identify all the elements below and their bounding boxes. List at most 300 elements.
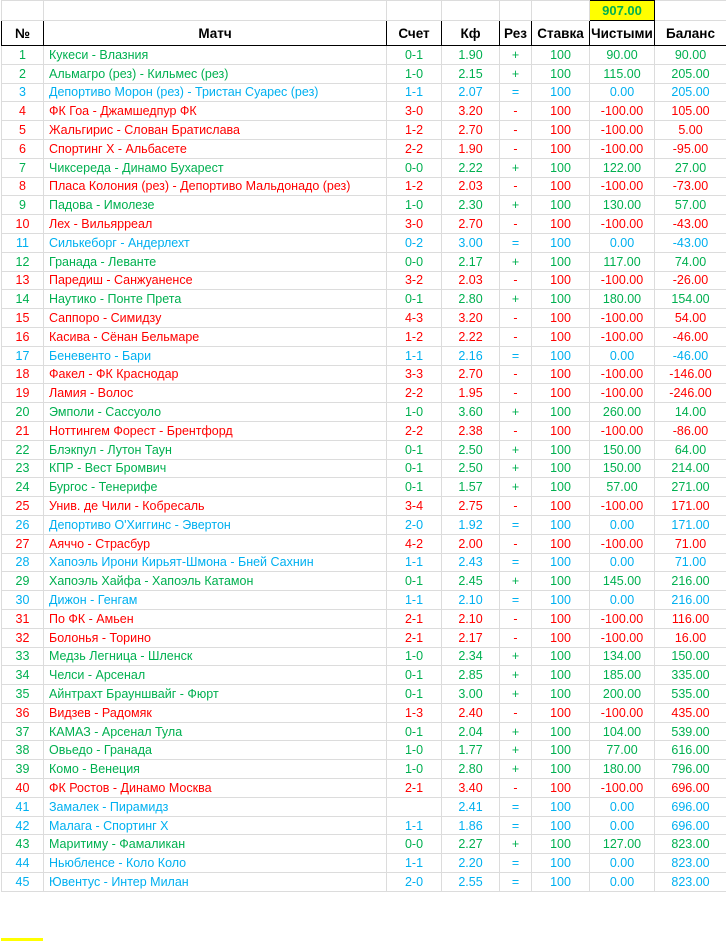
column-header-stake[interactable]: Ставка [532,21,590,46]
column-header-net[interactable]: Чистыми [590,21,655,46]
cell-coef[interactable]: 2.27 [442,835,500,854]
cell-res[interactable]: = [500,553,532,572]
cell-balance[interactable]: 90.00 [655,46,726,65]
cell-net[interactable]: 260.00 [590,403,655,422]
cell-match[interactable]: Кукеси - Влазния [44,46,387,65]
cell-n[interactable]: 6 [2,139,44,158]
cell-coef[interactable]: 2.03 [442,271,500,290]
cell-match[interactable]: Видзев - Радомяк [44,703,387,722]
column-header-match[interactable]: Матч [44,21,387,46]
cell-match[interactable]: Силькеборг - Андерлехт [44,233,387,252]
cell-balance[interactable]: 696.00 [655,816,726,835]
cell-stake[interactable]: 100 [532,384,590,403]
cell-match[interactable]: Овьедо - Гранада [44,741,387,760]
cell-res[interactable]: - [500,609,532,628]
cell-stake[interactable]: 100 [532,102,590,121]
cell-net[interactable]: -100.00 [590,628,655,647]
cell-balance[interactable]: 823.00 [655,873,726,892]
cell-score[interactable]: 1-1 [387,346,442,365]
cell-coef[interactable]: 2.80 [442,760,500,779]
cell-res[interactable]: + [500,647,532,666]
cell-score[interactable]: 1-0 [387,403,442,422]
cell-net[interactable]: 0.00 [590,553,655,572]
cell-net[interactable]: -100.00 [590,271,655,290]
cell-coef[interactable]: 2.10 [442,609,500,628]
cell-match[interactable]: Лех - Вильярреал [44,215,387,234]
cell-balance[interactable]: 71.00 [655,553,726,572]
cell-res[interactable]: = [500,83,532,102]
cell-coef[interactable]: 2.17 [442,252,500,271]
cell-coef[interactable]: 1.77 [442,741,500,760]
cell-score[interactable]: 0-1 [387,46,442,65]
cell-net[interactable]: 0.00 [590,816,655,835]
cell-coef[interactable]: 1.92 [442,515,500,534]
cell-balance[interactable]: 823.00 [655,835,726,854]
cell-net[interactable]: 134.00 [590,647,655,666]
cell-balance[interactable]: 14.00 [655,403,726,422]
cell-res[interactable]: - [500,421,532,440]
cell-stake[interactable]: 100 [532,252,590,271]
cell-score[interactable]: 4-2 [387,534,442,553]
cell-net[interactable]: 0.00 [590,233,655,252]
cell-n[interactable]: 29 [2,572,44,591]
cell-net[interactable]: -100.00 [590,102,655,121]
cell-net[interactable]: -100.00 [590,139,655,158]
cell-res[interactable]: - [500,534,532,553]
cell-match[interactable]: Бургос - Тенерифе [44,478,387,497]
cell-net[interactable]: -100.00 [590,779,655,798]
cell-coef[interactable]: 1.95 [442,384,500,403]
cell-stake[interactable]: 100 [532,497,590,516]
cell-res[interactable]: = [500,873,532,892]
cell-match[interactable]: ФК Ростов - Динамо Москва [44,779,387,798]
cell-match[interactable]: Альмагро (рез) - Кильмес (рез) [44,64,387,83]
cell-score[interactable]: 2-0 [387,515,442,534]
cell-score[interactable]: 2-1 [387,779,442,798]
cell-net[interactable]: -100.00 [590,309,655,328]
cell-coef[interactable]: 1.90 [442,46,500,65]
cell-balance[interactable]: 216.00 [655,591,726,610]
cell-stake[interactable]: 100 [532,139,590,158]
cell-n[interactable]: 2 [2,64,44,83]
cell-res[interactable]: - [500,384,532,403]
empty-cell[interactable] [2,1,44,21]
cell-coef[interactable]: 3.20 [442,102,500,121]
cell-match[interactable]: Унив. де Чили - Кобресаль [44,497,387,516]
cell-score[interactable]: 0-0 [387,252,442,271]
cell-balance[interactable]: 16.00 [655,628,726,647]
cell-net[interactable]: -100.00 [590,177,655,196]
cell-balance[interactable]: 154.00 [655,290,726,309]
cell-net[interactable]: -100.00 [590,534,655,553]
cell-coef[interactable]: 3.00 [442,233,500,252]
cell-match[interactable]: Наутико - Понте Прета [44,290,387,309]
cell-stake[interactable]: 100 [532,722,590,741]
cell-n[interactable]: 22 [2,440,44,459]
cell-balance[interactable]: 696.00 [655,797,726,816]
cell-match[interactable]: Болонья - Торино [44,628,387,647]
cell-n[interactable]: 18 [2,365,44,384]
cell-score[interactable]: 1-0 [387,196,442,215]
cell-score[interactable]: 1-1 [387,816,442,835]
cell-score[interactable]: 0-2 [387,233,442,252]
cell-coef[interactable]: 3.00 [442,685,500,704]
cell-balance[interactable]: 74.00 [655,252,726,271]
cell-match[interactable]: Гранада - Леванте [44,252,387,271]
cell-balance[interactable]: 216.00 [655,572,726,591]
cell-score[interactable]: 1-1 [387,553,442,572]
cell-stake[interactable]: 100 [532,478,590,497]
cell-n[interactable]: 10 [2,215,44,234]
cell-stake[interactable]: 100 [532,177,590,196]
cell-stake[interactable]: 100 [532,572,590,591]
cell-score[interactable]: 1-0 [387,647,442,666]
cell-res[interactable]: - [500,327,532,346]
cell-res[interactable]: - [500,309,532,328]
cell-balance[interactable]: 535.00 [655,685,726,704]
cell-match[interactable]: Малага - Спортинг Х [44,816,387,835]
cell-net[interactable]: -100.00 [590,365,655,384]
cell-stake[interactable]: 100 [532,309,590,328]
cell-match[interactable]: Челси - Арсенал [44,666,387,685]
cell-res[interactable]: - [500,177,532,196]
cell-score[interactable]: 0-1 [387,685,442,704]
cell-coef[interactable]: 3.60 [442,403,500,422]
cell-net[interactable]: 0.00 [590,83,655,102]
cell-net[interactable]: 0.00 [590,346,655,365]
cell-res[interactable]: + [500,64,532,83]
cell-net[interactable]: 122.00 [590,158,655,177]
cell-coef[interactable]: 2.07 [442,83,500,102]
cell-match[interactable]: Спортинг Х - Альбасете [44,139,387,158]
cell-stake[interactable]: 100 [532,685,590,704]
cell-match[interactable]: Саппоро - Симидзу [44,309,387,328]
cell-res[interactable]: - [500,271,532,290]
cell-res[interactable]: - [500,121,532,140]
cell-n[interactable]: 44 [2,854,44,873]
cell-score[interactable]: 3-4 [387,497,442,516]
cell-res[interactable]: = [500,591,532,610]
cell-coef[interactable]: 3.20 [442,309,500,328]
cell-net[interactable]: -100.00 [590,497,655,516]
cell-res[interactable]: + [500,196,532,215]
cell-balance[interactable]: -86.00 [655,421,726,440]
cell-coef[interactable]: 3.40 [442,779,500,798]
cell-coef[interactable]: 2.15 [442,64,500,83]
cell-coef[interactable]: 2.00 [442,534,500,553]
cell-balance[interactable]: 64.00 [655,440,726,459]
cell-balance[interactable]: -46.00 [655,327,726,346]
cell-n[interactable]: 36 [2,703,44,722]
cell-balance[interactable]: 105.00 [655,102,726,121]
cell-match[interactable]: Медзь Легница - Шленск [44,647,387,666]
cell-match[interactable]: Ювентус - Интер Милан [44,873,387,892]
cell-n[interactable]: 8 [2,177,44,196]
cell-balance[interactable]: 205.00 [655,64,726,83]
column-header-result[interactable]: Рез [500,21,532,46]
cell-coef[interactable]: 2.85 [442,666,500,685]
cell-match[interactable]: Комо - Венеция [44,760,387,779]
cell-net[interactable]: -100.00 [590,215,655,234]
cell-score[interactable]: 0-1 [387,722,442,741]
cell-score[interactable]: 2-2 [387,421,442,440]
cell-coef[interactable]: 2.75 [442,497,500,516]
cell-match[interactable]: Блэкпул - Лутон Таун [44,440,387,459]
cell-net[interactable]: 90.00 [590,46,655,65]
cell-n[interactable]: 40 [2,779,44,798]
cell-net[interactable]: 77.00 [590,741,655,760]
cell-stake[interactable]: 100 [532,271,590,290]
column-header-balance[interactable]: Баланс [655,21,726,46]
cell-res[interactable]: + [500,685,532,704]
cell-net[interactable]: 185.00 [590,666,655,685]
cell-coef[interactable]: 2.80 [442,290,500,309]
cell-coef[interactable]: 2.16 [442,346,500,365]
cell-coef[interactable]: 2.30 [442,196,500,215]
cell-score[interactable]: 1-2 [387,177,442,196]
cell-stake[interactable]: 100 [532,647,590,666]
cell-coef[interactable]: 2.70 [442,215,500,234]
cell-match[interactable]: Эмполи - Сассуоло [44,403,387,422]
cell-stake[interactable]: 100 [532,779,590,798]
cell-n[interactable]: 12 [2,252,44,271]
cell-n[interactable]: 24 [2,478,44,497]
cell-res[interactable]: + [500,403,532,422]
cell-balance[interactable]: 696.00 [655,779,726,798]
cell-n[interactable]: 38 [2,741,44,760]
cell-balance[interactable]: -246.00 [655,384,726,403]
cell-balance[interactable]: 435.00 [655,703,726,722]
cell-net[interactable]: -100.00 [590,421,655,440]
cell-res[interactable]: + [500,835,532,854]
cell-coef[interactable]: 2.55 [442,873,500,892]
cell-score[interactable]: 0-1 [387,290,442,309]
cell-score[interactable]: 1-2 [387,121,442,140]
cell-n[interactable]: 9 [2,196,44,215]
cell-match[interactable]: Ноттингем Форест - Брентфорд [44,421,387,440]
cell-coef[interactable]: 2.22 [442,158,500,177]
cell-score[interactable]: 1-2 [387,327,442,346]
cell-res[interactable]: - [500,497,532,516]
cell-score[interactable]: 2-2 [387,384,442,403]
cell-balance[interactable]: -73.00 [655,177,726,196]
cell-net[interactable]: 180.00 [590,760,655,779]
cell-n[interactable]: 26 [2,515,44,534]
cell-stake[interactable]: 100 [532,816,590,835]
cell-net[interactable]: 145.00 [590,572,655,591]
cell-net[interactable]: -100.00 [590,121,655,140]
cell-n[interactable]: 17 [2,346,44,365]
cell-balance[interactable]: 57.00 [655,196,726,215]
current-balance-cell[interactable]: 907.00 [590,1,655,21]
cell-match[interactable]: Беневенто - Бари [44,346,387,365]
cell-net[interactable]: -100.00 [590,327,655,346]
cell-n[interactable]: 37 [2,722,44,741]
cell-balance[interactable]: -46.00 [655,346,726,365]
cell-res[interactable]: = [500,515,532,534]
cell-net[interactable]: 200.00 [590,685,655,704]
cell-score[interactable]: 0-1 [387,478,442,497]
cell-n[interactable]: 15 [2,309,44,328]
cell-score[interactable]: 2-1 [387,628,442,647]
cell-stake[interactable]: 100 [532,797,590,816]
cell-score[interactable]: 0-0 [387,158,442,177]
cell-balance[interactable]: 150.00 [655,647,726,666]
cell-n[interactable]: 20 [2,403,44,422]
cell-score[interactable]: 3-0 [387,102,442,121]
cell-n[interactable]: 39 [2,760,44,779]
cell-n[interactable]: 42 [2,816,44,835]
cell-res[interactable]: = [500,816,532,835]
cell-n[interactable]: 14 [2,290,44,309]
cell-match[interactable]: Падова - Имолезе [44,196,387,215]
cell-net[interactable]: 150.00 [590,459,655,478]
cell-net[interactable]: 104.00 [590,722,655,741]
cell-stake[interactable]: 100 [532,365,590,384]
empty-cell[interactable] [44,1,387,21]
cell-res[interactable]: + [500,290,532,309]
cell-res[interactable]: + [500,478,532,497]
cell-coef[interactable]: 2.50 [442,459,500,478]
cell-stake[interactable]: 100 [532,215,590,234]
cell-net[interactable]: 115.00 [590,64,655,83]
cell-n[interactable]: 43 [2,835,44,854]
cell-match[interactable]: Факел - ФК Краснодар [44,365,387,384]
cell-coef[interactable]: 2.22 [442,327,500,346]
cell-res[interactable]: - [500,703,532,722]
cell-res[interactable]: + [500,572,532,591]
cell-res[interactable]: - [500,365,532,384]
cell-n[interactable]: 11 [2,233,44,252]
cell-match[interactable]: Депортиво Морон (рез) - Тристан Суарес (рез) [44,83,387,102]
cell-n[interactable]: 13 [2,271,44,290]
cell-balance[interactable]: 796.00 [655,760,726,779]
cell-coef[interactable]: 2.40 [442,703,500,722]
cell-match[interactable]: Жальгирис - Слован Братислава [44,121,387,140]
cell-score[interactable]: 0-1 [387,459,442,478]
cell-stake[interactable]: 100 [532,196,590,215]
cell-res[interactable]: - [500,102,532,121]
cell-net[interactable]: 117.00 [590,252,655,271]
cell-stake[interactable]: 100 [532,854,590,873]
column-header-score[interactable]: Счет [387,21,442,46]
cell-coef[interactable]: 1.86 [442,816,500,835]
cell-stake[interactable]: 100 [532,609,590,628]
cell-n[interactable]: 41 [2,797,44,816]
cell-n[interactable]: 25 [2,497,44,516]
cell-match[interactable]: Дижон - Генгам [44,591,387,610]
cell-res[interactable]: + [500,760,532,779]
cell-score[interactable] [387,797,442,816]
empty-cell[interactable] [442,1,500,21]
cell-n[interactable]: 4 [2,102,44,121]
cell-balance[interactable]: 27.00 [655,158,726,177]
cell-coef[interactable]: 2.70 [442,121,500,140]
cell-coef[interactable]: 2.45 [442,572,500,591]
cell-score[interactable]: 0-1 [387,572,442,591]
cell-score[interactable]: 1-0 [387,64,442,83]
cell-stake[interactable]: 100 [532,666,590,685]
cell-match[interactable]: ФК Гоа - Джамшедпур ФК [44,102,387,121]
cell-match[interactable]: Замалек - Пирамидз [44,797,387,816]
cell-net[interactable]: 130.00 [590,196,655,215]
empty-cell[interactable] [500,1,532,21]
cell-net[interactable]: 0.00 [590,854,655,873]
cell-res[interactable]: - [500,779,532,798]
cell-stake[interactable]: 100 [532,628,590,647]
cell-balance[interactable]: 171.00 [655,515,726,534]
cell-stake[interactable]: 100 [532,158,590,177]
cell-n[interactable]: 28 [2,553,44,572]
cell-res[interactable]: = [500,854,532,873]
empty-cell[interactable] [387,1,442,21]
cell-res[interactable]: = [500,797,532,816]
cell-balance[interactable]: 54.00 [655,309,726,328]
cell-coef[interactable]: 2.41 [442,797,500,816]
cell-score[interactable]: 1-1 [387,591,442,610]
cell-score[interactable]: 0-1 [387,440,442,459]
cell-match[interactable]: Ньюбленсе - Коло Коло [44,854,387,873]
cell-match[interactable]: КАМАЗ - Арсенал Тула [44,722,387,741]
cell-coef[interactable]: 1.90 [442,139,500,158]
cell-score[interactable]: 3-0 [387,215,442,234]
cell-coef[interactable]: 2.17 [442,628,500,647]
cell-net[interactable]: -100.00 [590,703,655,722]
cell-coef[interactable]: 2.04 [442,722,500,741]
cell-balance[interactable]: 205.00 [655,83,726,102]
cell-net[interactable]: 0.00 [590,873,655,892]
cell-balance[interactable]: 171.00 [655,497,726,516]
cell-n[interactable]: 1 [2,46,44,65]
cell-balance[interactable]: -146.00 [655,365,726,384]
cell-coef[interactable]: 2.20 [442,854,500,873]
cell-balance[interactable]: -43.00 [655,215,726,234]
cell-match[interactable]: Айнтрахт Брауншвайг - Фюрт [44,685,387,704]
cell-coef[interactable]: 2.03 [442,177,500,196]
cell-stake[interactable]: 100 [532,83,590,102]
cell-balance[interactable]: 214.00 [655,459,726,478]
cell-stake[interactable]: 100 [532,760,590,779]
cell-net[interactable]: 0.00 [590,797,655,816]
cell-balance[interactable]: -26.00 [655,271,726,290]
column-header-number[interactable]: № [2,21,44,46]
cell-stake[interactable]: 100 [532,290,590,309]
cell-res[interactable]: = [500,346,532,365]
cell-coef[interactable]: 2.34 [442,647,500,666]
cell-score[interactable]: 2-1 [387,609,442,628]
cell-net[interactable]: 180.00 [590,290,655,309]
cell-net[interactable]: 0.00 [590,515,655,534]
cell-stake[interactable]: 100 [532,835,590,854]
cell-stake[interactable]: 100 [532,46,590,65]
cell-match[interactable]: КПР - Вест Бромвич [44,459,387,478]
empty-cell[interactable] [655,1,726,21]
cell-stake[interactable]: 100 [532,515,590,534]
cell-res[interactable]: + [500,440,532,459]
cell-res[interactable]: + [500,666,532,685]
cell-balance[interactable]: -43.00 [655,233,726,252]
cell-score[interactable]: 2-0 [387,873,442,892]
cell-score[interactable]: 1-1 [387,854,442,873]
cell-coef[interactable]: 1.57 [442,478,500,497]
cell-stake[interactable]: 100 [532,703,590,722]
cell-n[interactable]: 32 [2,628,44,647]
cell-balance[interactable]: 335.00 [655,666,726,685]
cell-balance[interactable]: 616.00 [655,741,726,760]
cell-stake[interactable]: 100 [532,403,590,422]
cell-net[interactable]: 127.00 [590,835,655,854]
cell-net[interactable]: -100.00 [590,384,655,403]
